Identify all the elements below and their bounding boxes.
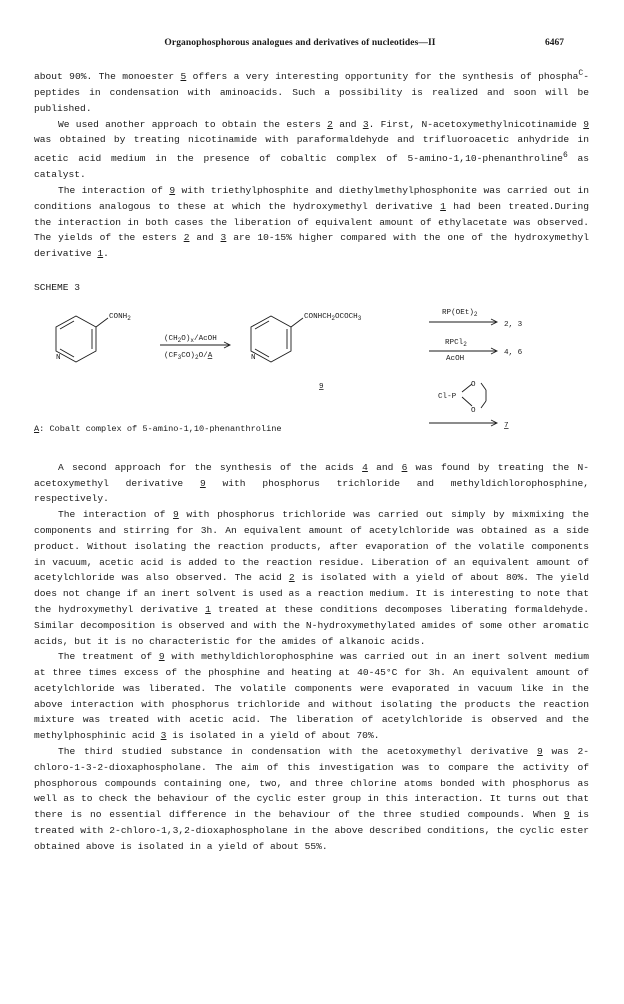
superscript: C xyxy=(578,69,584,78)
compound-ref: 3 xyxy=(220,232,227,244)
compound-ref: 1 xyxy=(205,603,211,615)
paragraph-4: A second approach for the synthesis of the acids 4 and 6 was found by treating the N-acetoxymethyl derivative 9 with phosphorus trichloride and methyldichlorophosphine, respectively. xyxy=(34,461,589,505)
compound-ref: 1 xyxy=(440,200,446,212)
compound-ref: 2 xyxy=(327,118,333,130)
compound-ref: 9 xyxy=(173,509,179,521)
running-head: Organophosphorous analogues and derivatives of nucleotides—II xyxy=(164,38,436,48)
arrow-reagents-bottom: $(CF_3CO)_2O/A$ xyxy=(164,351,213,361)
compound-ref: 3 xyxy=(362,118,369,130)
compound-ref: 9 xyxy=(536,746,543,758)
compound-ref: 9 xyxy=(199,477,206,489)
arrow-reagents-top: $(CH_2O)_x$/AcOH xyxy=(164,334,217,344)
products-2-3: 2, 3 xyxy=(504,320,523,329)
compound-ref: 3 xyxy=(160,730,167,742)
compound-ref: 9 xyxy=(563,809,570,821)
compound-ref: 4 xyxy=(362,461,368,473)
scheme-caption: A: Cobalt complex of 5-amino-1,10-phenanthroline xyxy=(34,423,282,434)
products-4-6: 4, 6 xyxy=(504,348,523,357)
paragraph-5: The interaction of 9 with phosphorus trichloride was carried out simply by mixmixing the components and stirring for 3h. An equivalent amount of acetylchloride was obtained as a side product. Without isolating the reaction products, after evaporation of the volatile components in vacuum, acetic acid is added to the reaction residue. Liberation of an equivalent amount of acetylchloride was also observed. The acid 2 is isolated with a yield of about 80%. The yield does not change if an inert solvent is used as a reaction medium. It is interesting to note that the hydroxymethyl derivative 1 treated at these conditions decomposes liberating formaldehyde. Similar decomposition is observed and with the N-hydroxymethylated amides of some other aromatic acids, but it is no characteristic for the amides of alkanoic acids. xyxy=(34,509,590,647)
chloro-phosphorus: Cl-P xyxy=(438,392,457,401)
ring-nitrogen: N xyxy=(251,353,256,362)
pyridine-ring-left xyxy=(56,316,96,362)
compound-ref: 5 xyxy=(180,71,187,83)
compound-ref: 9 xyxy=(583,118,589,130)
compound-ref: 9 xyxy=(158,651,165,663)
compound-ref: 2 xyxy=(183,232,190,244)
page-header xyxy=(0,38,624,54)
ring-oxygen: O xyxy=(471,406,476,415)
compound-ref: 1 xyxy=(97,248,104,260)
article-body xyxy=(34,66,589,855)
scheme-title: SCHEME 3 xyxy=(34,281,81,293)
reaction-scheme xyxy=(34,296,589,448)
footnote-ref: 6 xyxy=(562,151,568,161)
page-number: 6467 xyxy=(545,38,564,48)
ring-nitrogen: N xyxy=(56,353,61,362)
right-substituent: $CONHCH_2OCOCH_3$ xyxy=(304,312,362,322)
reagent-phosphite: $RP(OEt)_2$ xyxy=(442,308,478,318)
reagent-solvent: AcOH xyxy=(446,354,465,363)
product-7: 7 xyxy=(504,421,509,430)
reagent-dichlorophosphine: RPCl$_2$ xyxy=(445,338,467,348)
paragraph-1: about 90%. The monoester 5 offers a very interesting opportunity for the synthesis of phospha$^C$-peptides in condensation with aminoacids. Such a possibility is realized and soon will be published. xyxy=(34,69,589,114)
compound-label-9: 9 xyxy=(319,382,324,391)
pyridine-ring-right xyxy=(251,316,291,362)
left-substituent: $CONH_2$ xyxy=(109,312,131,322)
compound-ref: 2 xyxy=(288,572,295,584)
paragraph-3: The interaction of 9 with triethylphosphite and diethylmethylphosphonite was carried out in conditions analogous to these at which the hydroxymethyl derivative 1 had been treated.During the interaction in both cases the liberation of equivalent amount of ethylacetate was observed. The yields of the esters 2 and 3 are 10-15% higher compared with the one of the hydroxymethyl derivative 1. xyxy=(34,184,590,260)
ring-oxygen: O xyxy=(471,380,476,389)
compound-ref: 6 xyxy=(401,461,408,473)
paragraph-6: The treatment of 9 with methyldichlorophosphine was carried out in an inert solvent medium at three times excess of the phosphine and heating at 40-45°C for 3h. An equivalent amount of acetylchloride was liberated. The volatile components were evaporated in vacuum like in the above interaction with phosphorus trichloride and without isolating the products the reaction mixture was treated with acetic acid. The liberation of acetylchloride is observed and the methylphosphinic acid 3 is isolated in a yield of about 70%. xyxy=(34,651,589,742)
paragraph-7: The third studied substance in condensation with the acetoxymethyl derivative 9 was 2-chloro-1-3-2-dioxaphospholane. The aim of this investigation was to compare the activity of phosphorous compounds containing one, two, and three chlorine atoms bonded with phosphorus as well as to check the behaviour of the cyclic ester group in this interaction. It turns out that there is no essential difference in the behaviour of the three studied compounds. When 9 is treated with 2-chloro-1,3,2-dioxaphospholane in the above described conditions, the cyclic ester obtained above is isolated in a yield of about 55%. xyxy=(34,746,589,852)
compound-ref: 9 xyxy=(169,184,176,196)
paragraph-2: We used another approach to obtain the esters 2 and 3. First, N-acetoxymethylnicotinamide 9 was obtained by treating nicotinamide with paraformaldehyde and trifluoroacetic anhydride in acetic acid medium in the presence of cobaltic complex of 5-amino-1,10-phenanthroline$^6$ as catalyst. xyxy=(34,118,589,181)
